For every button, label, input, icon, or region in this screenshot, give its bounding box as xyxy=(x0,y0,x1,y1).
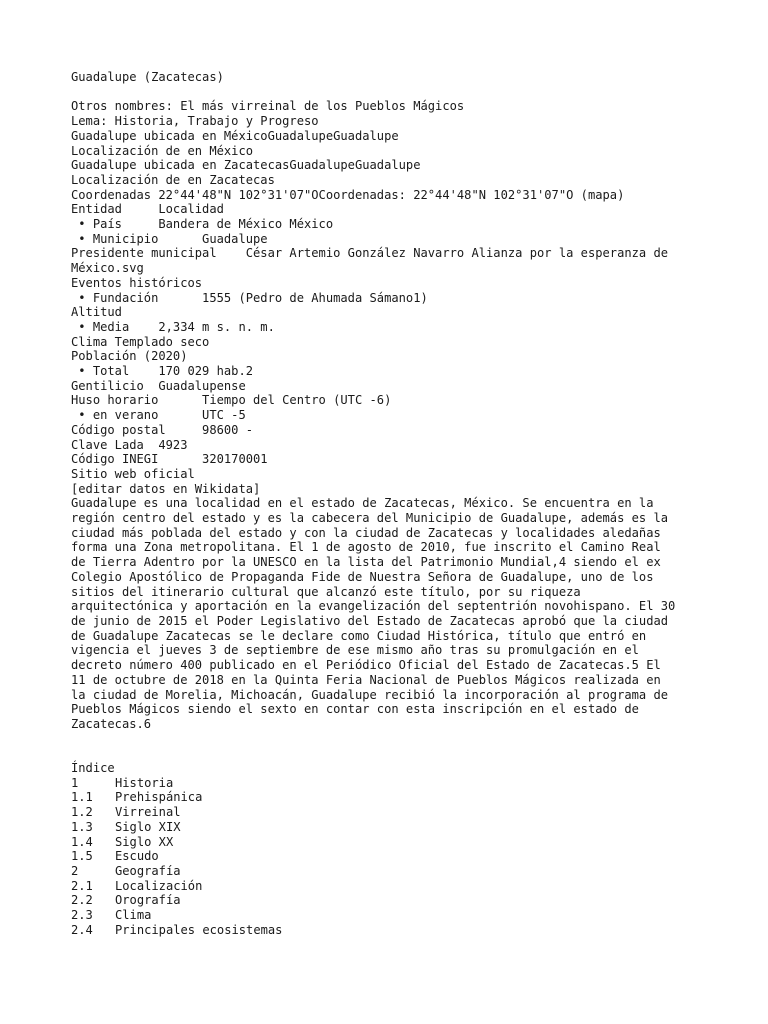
infobox-line: Población (2020) xyxy=(71,349,188,364)
index-item-label: Orografía xyxy=(115,893,181,908)
index-item-number: 2.1 xyxy=(71,878,93,893)
index-item-label: Escudo xyxy=(115,849,159,864)
index-item-label: Historia xyxy=(115,775,174,790)
body-line: Zacatecas.6 xyxy=(71,716,152,731)
body-line: de Guadalupe Zacatecas se le declare como Ciudad Histórica, título que entró en xyxy=(71,628,647,643)
infobox-line: Lema: Historia, Trabajo y Progreso xyxy=(71,114,319,129)
infobox-line: Código postal 98600 - xyxy=(71,422,254,437)
infobox-line: • Municipio Guadalupe xyxy=(71,231,268,246)
infobox-line: • Total 170 029 hab.2 xyxy=(71,364,254,379)
index-item-label: Clima xyxy=(115,908,152,923)
body-line: vigencia el jueves 3 de septiembre de ese mismo año tras su promulgación en el xyxy=(71,643,639,658)
index-item[interactable] xyxy=(71,879,711,894)
spacer xyxy=(71,746,711,761)
index-item-number: 1.5 xyxy=(71,849,93,864)
body-line: la ciudad de Morelia, Michoacán, Guadalupe recibió la incorporación al programa de xyxy=(71,687,669,702)
infobox-line: Coordenadas 22°44'48"N 102°31'07"OCoordenadas: 22°44'48"N 102°31'07"O (mapa) xyxy=(71,187,625,202)
infobox-line: Altitud xyxy=(71,305,122,320)
infobox-line: Huso horario Tiempo del Centro (UTC -6) xyxy=(71,393,392,408)
body-line: Pueblos Mágicos siendo el sexto en contar con esta inscripción en el estado de xyxy=(71,702,639,717)
index-item[interactable] xyxy=(71,790,711,805)
infobox-line: Clima Templado seco xyxy=(71,334,210,349)
body-line: 11 de octubre de 2018 en la Quinta Feria Nacional de Pueblos Mágicos realizada en xyxy=(71,672,661,687)
index-item-label: Siglo XX xyxy=(115,834,174,849)
infobox-line: Localización de en Zacatecas xyxy=(71,172,275,187)
infobox xyxy=(71,99,711,496)
infobox-line: Presidente municipal César Artemio González Navarro Alianza por la esperanza de xyxy=(71,246,669,261)
infobox-line: Clave Lada 4923 xyxy=(71,437,188,452)
body-line: de junio de 2015 el Poder Legislativo del Estado de Zacatecas aprobó que la ciudad xyxy=(71,614,669,628)
index-item-number: 1 xyxy=(71,775,79,790)
index-item-number: 1.2 xyxy=(71,805,93,820)
infobox-line: Sitio web oficial xyxy=(71,466,195,481)
index-heading: Índice xyxy=(71,761,115,775)
infobox-line: [editar datos en Wikidata] xyxy=(71,481,261,496)
index-list xyxy=(71,776,711,938)
body-line: de Tierra Adentro por la UNESCO en la lista del Patrimonio Mundial,4 siendo el ex xyxy=(71,555,661,570)
body-line: Colegio Apostólico de Propaganda Fide de Nuestra Señora de Guadalupe, uno de los xyxy=(71,569,654,584)
article-body xyxy=(71,496,711,731)
infobox-line: • Media 2,334 m s. n. m. xyxy=(71,319,275,334)
index-item[interactable] xyxy=(71,923,711,938)
body-line: arquitectónica y aportación en la evangelización del septentrión novohispano. El 30 xyxy=(71,599,676,614)
index-item-label: Prehispánica xyxy=(115,790,203,805)
index-item-number: 2.3 xyxy=(71,908,93,923)
index-item[interactable] xyxy=(71,820,711,835)
index-item[interactable] xyxy=(71,849,711,864)
index-item-number: 2.2 xyxy=(71,893,93,908)
infobox-line: Eventos históricos xyxy=(71,275,203,290)
index-item-label: Siglo XIX xyxy=(115,819,181,834)
body-line: ciudad más poblada del estado y con la ciudad de Zacatecas y localidades aledañas xyxy=(71,525,661,540)
body-line: Guadalupe es una localidad en el estado de Zacatecas, México. Se encuentra en la xyxy=(71,496,654,511)
infobox-line: • en verano UTC -5 xyxy=(71,408,246,423)
index-item-number: 2 xyxy=(71,863,79,878)
body-line: sitios del itinerario cultural que alcanzó este título, por su riqueza xyxy=(71,584,581,599)
index-item-label: Localización xyxy=(115,878,203,893)
infobox-line: Entidad Localidad xyxy=(71,202,224,217)
index-item-number: 1.1 xyxy=(71,790,93,805)
index-item[interactable] xyxy=(71,776,711,791)
index-item-number: 2.4 xyxy=(71,922,93,937)
document-page xyxy=(71,70,711,937)
index-item-number: 1.3 xyxy=(71,819,93,834)
index-item[interactable] xyxy=(71,908,711,923)
infobox-line: Localización de en México xyxy=(71,143,254,158)
index-item-label: Geografía xyxy=(115,863,181,878)
spacer xyxy=(71,732,711,747)
body-line: decreto número 400 publicado en el Periódico Oficial del Estado de Zacatecas.5 El xyxy=(71,658,661,673)
page-title: Guadalupe (Zacatecas) xyxy=(71,70,224,84)
body-line: región centro del estado y es la cabecera del Municipio de Guadalupe, además es la xyxy=(71,511,669,526)
infobox-line: México.svg xyxy=(71,261,144,276)
index-item[interactable] xyxy=(71,864,711,879)
infobox-line: • Fundación 1555 (Pedro de Ahumada Sámano1) xyxy=(71,290,428,305)
index-item[interactable] xyxy=(71,805,711,820)
spacer xyxy=(71,85,711,100)
index-item-number: 1.4 xyxy=(71,834,93,849)
infobox-line: Guadalupe ubicada en ZacatecasGuadalupeGuadalupe xyxy=(71,158,421,173)
index-item-label: Virreinal xyxy=(115,805,181,820)
infobox-line: Otros nombres: El más virreinal de los Pueblos Mágicos xyxy=(71,99,465,114)
infobox-line: Código INEGI 320170001 xyxy=(71,452,268,467)
infobox-line: Gentilicio Guadalupense xyxy=(71,378,246,393)
index-item[interactable] xyxy=(71,893,711,908)
infobox-line: Guadalupe ubicada en MéxicoGuadalupeGuadalupe xyxy=(71,128,399,143)
infobox-line: • País Bandera de México México xyxy=(71,217,334,232)
index-item-label: Principales ecosistemas xyxy=(115,922,283,937)
body-line: forma una Zona metropolitana. El 1 de agosto de 2010, fue inscrito el Camino Real xyxy=(71,540,661,555)
index-item[interactable] xyxy=(71,835,711,850)
